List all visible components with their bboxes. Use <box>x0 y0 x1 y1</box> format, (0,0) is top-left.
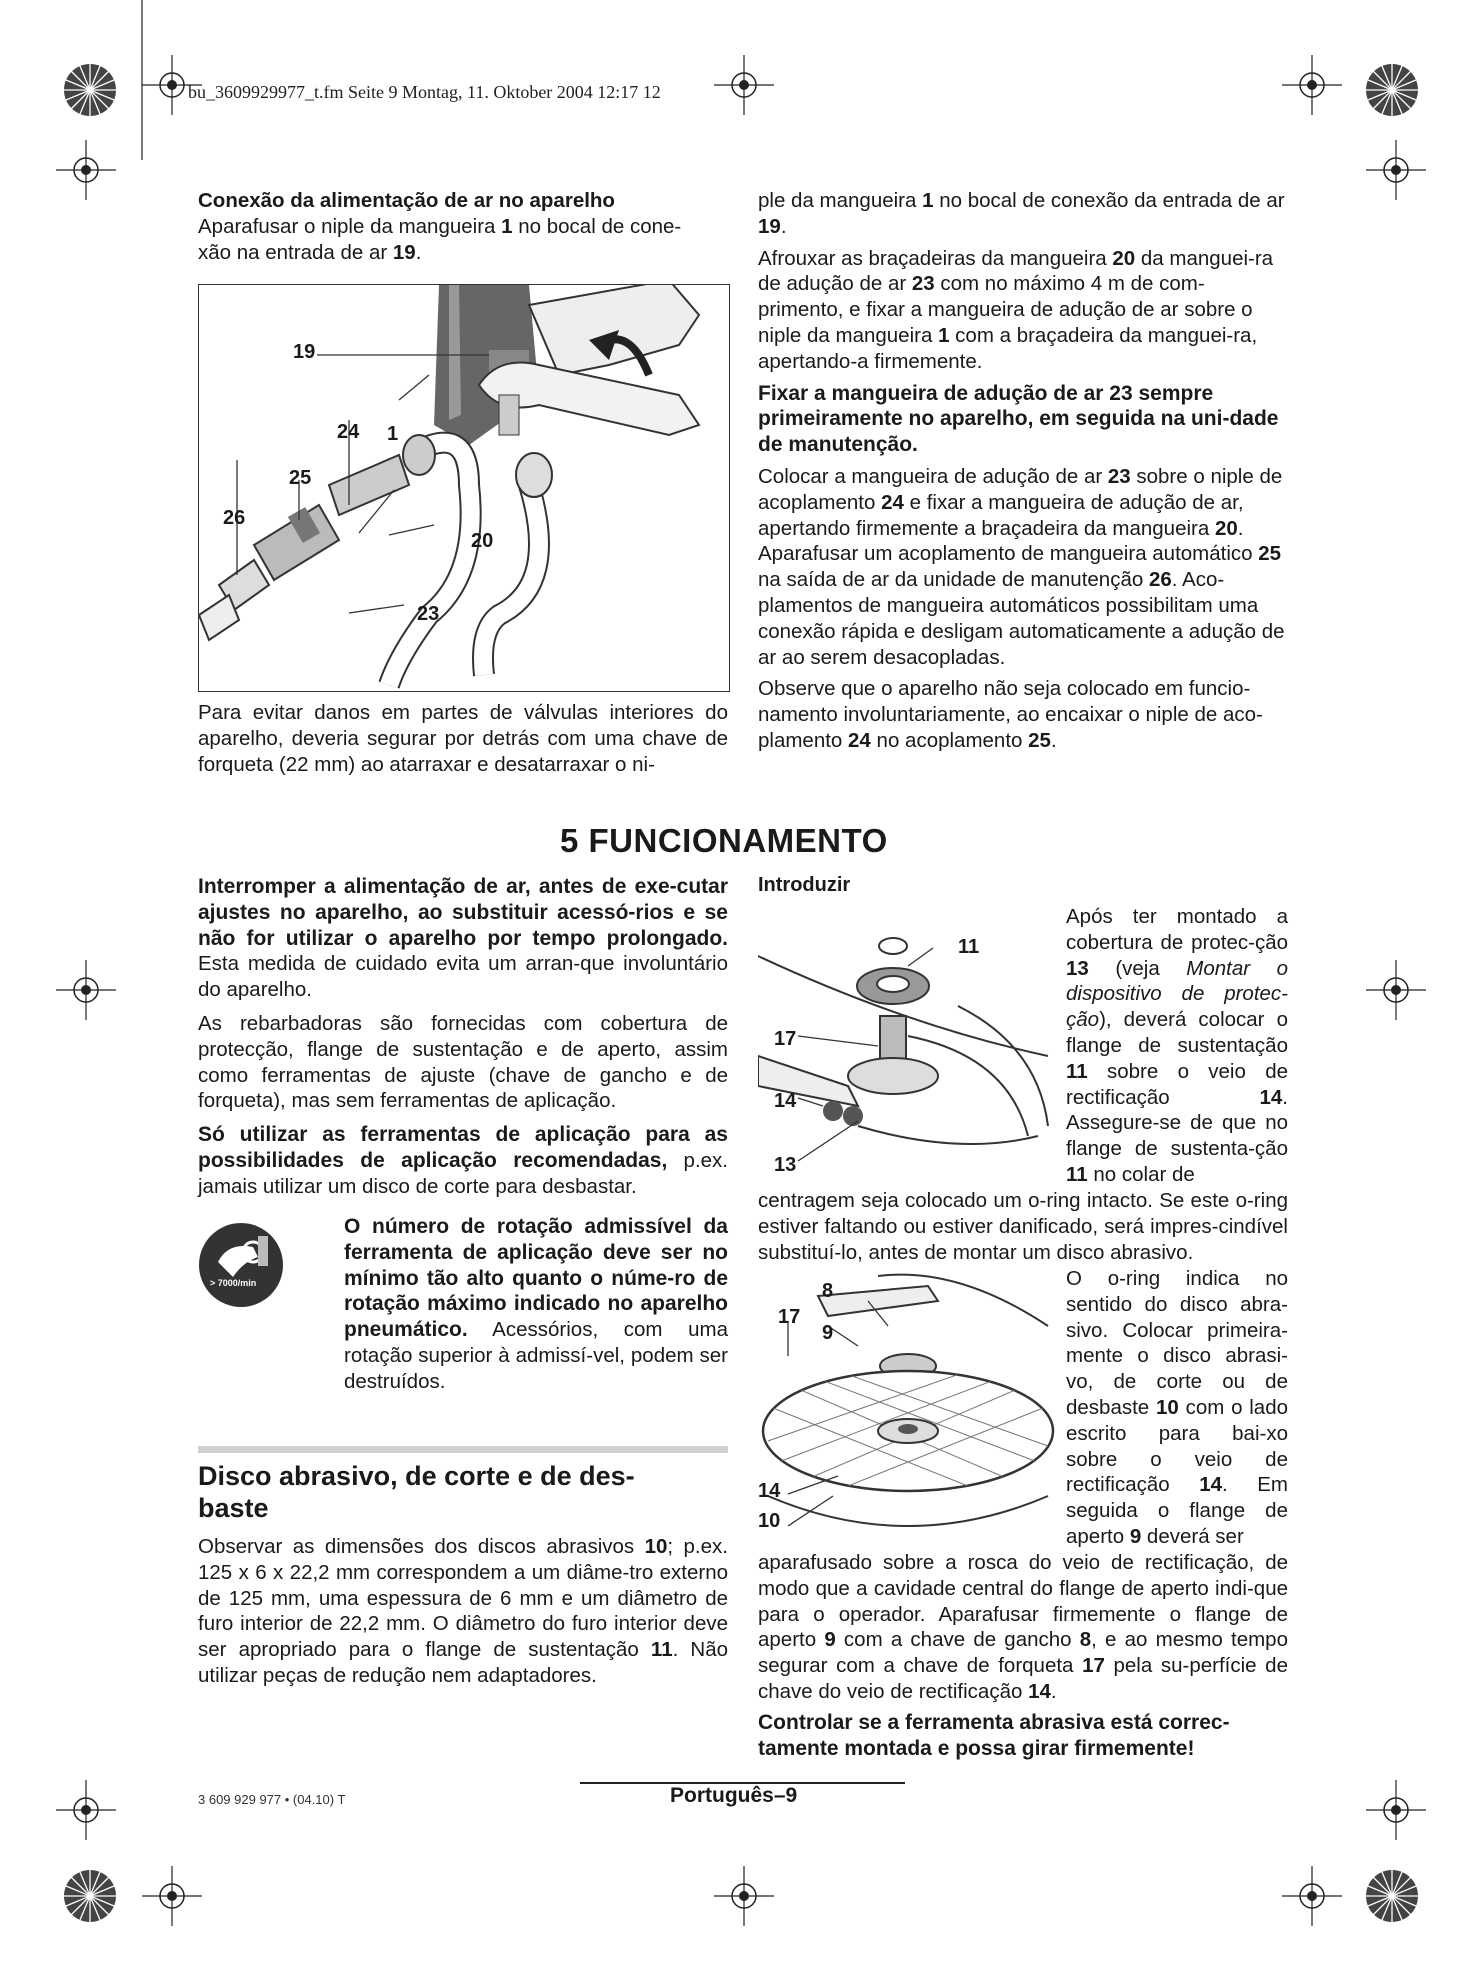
crosshair-mark-bottom-center <box>714 1866 774 1926</box>
crosshair-mark-top-right <box>1282 55 1342 115</box>
crosshair-mark-right-upper <box>1366 140 1426 200</box>
crosshair-mark-right-lower <box>1366 1780 1426 1840</box>
paragraph-check-tool: Controlar se a ferramenta abrasiva está correc-tamente montada e possa girar firmemente! <box>758 1711 1230 1760</box>
label-17: 17 <box>774 1028 797 1050</box>
footer-doc-number: 3 609 929 977 • (04.10) T <box>198 1792 346 1807</box>
paragraph-screw-nipple: Aparafusar o niple da mangueira 1 no bocal de cone- xão na entrada de ar 19. <box>198 214 682 264</box>
rpm-warning-icon <box>198 1222 284 1308</box>
label-26: 26 <box>223 507 246 529</box>
label-25: 25 <box>289 467 312 489</box>
paragraph-disc-dimensions: Observar as dimensões dos discos abrasivos 10; p.ex. 125 x 6 x 22,2 mm correspondem a um diâme-tro externo de 125 mm, uma espessura de 6 mm e um diâmetro de furo interior de 22,2 mm. O diâmetro do furo interior deve ser apropriado para o flange de sustentação 11. Não utilizar peças de redução nem adaptadores. <box>198 1535 729 1687</box>
paragraph-use-recommended: Só utilizar as ferramentas de aplicação para as possibilidades de aplicação recomendadas, p.ex. jamais utilizar um disco de corte para desbastar. <box>198 1123 728 1198</box>
label-17-disc: 17 <box>778 1306 801 1328</box>
label-19: 19 <box>293 341 316 363</box>
crosshair-mark-right-middle <box>1366 960 1426 1020</box>
crosshair-mark-left-upper <box>56 140 116 200</box>
right-top-column <box>758 188 1288 760</box>
disc-mounting-illustration <box>758 1266 1058 1550</box>
label-24: 24 <box>337 421 360 443</box>
rpm-icon-label: > 7000/min <box>210 1278 257 1288</box>
label-1: 1 <box>387 423 399 445</box>
left-bottom-column <box>198 874 728 1206</box>
paragraph-after-mounting: Após ter montado a cobertura de protec-ção 13 (veja Montar o dispositivo de protec-ção), deverá colocar o flange de sustentação 11 sobre o veio de rectificação 14. Assegure-se de que no flange de sustenta-ção 11 no colar de <box>1066 905 1288 1186</box>
crosshair-mark-bottom-left <box>142 1866 202 1926</box>
paragraph-oring-direction: O o-ring indica no sentido do disco abra-sivo. Colocar primeira-mente o disco abrasi-vo, de corte ou de desbaste 10 com o lado escrito para bai-xo sobre o veio de rectificação 14. Em seguida o flange de aperto 9 deverá ser <box>1066 1267 1288 1548</box>
paragraph-observe-startup: Observe que o aparelho não seja colocado em funcio-namento involuntariamente, ao encaixar o niple de aco-plamento 24 no acoplamento 25. <box>758 677 1263 752</box>
section-title: 5 FUNCIONAMENTO <box>560 822 888 859</box>
paragraph-supplied-items: As rebarbadoras são fornecidas com cobertura de protecção, flange de sustentação e de aperto, assim como ferramentas de ajuste (chave de gancho e de forqueta), mas sem ferramentas de aplicação. <box>198 1011 728 1113</box>
paragraph-oring-intact: centragem seja colocado um o-ring intacto. Se este o-ring estiver faltando ou estiver danificado, será impres-cindível substituí-lo, antes de montar um disco abrasivo. <box>758 1189 1288 1264</box>
left-top-column <box>198 188 728 265</box>
label-11: 11 <box>958 936 980 958</box>
crosshair-mark-left-middle <box>56 960 116 1020</box>
paragraph-fix-hose-warning: Fixar a mangueira de adução de ar 23 sempre primeiramente no aparelho, em seguida na uni-dade de manutenção. <box>758 381 1279 457</box>
hose-connection-illustration <box>199 285 729 691</box>
crosshair-mark-left-lower <box>56 1780 116 1840</box>
label-14-disc: 14 <box>758 1480 781 1502</box>
paragraph-automatic-coupling: Aparafusar um acoplamento de mangueira automático 25 na saída de ar da unidade de manutenção 26. Aco-plamentos de mangueira automáticos possibilitam uma conexão rápida e desligam automaticamente a adução de ar ao serem desacopladas. <box>758 542 1285 669</box>
label-23: 23 <box>417 603 440 625</box>
paragraph-place-hose: Colocar a mangueira de adução de ar 23 sobre o niple de acoplamento 24 e fixar a mangueira de adução de ar, apertando firmemente a braçadeira da mangueira 20. <box>758 464 1283 540</box>
registration-mark-top-right <box>1362 60 1422 120</box>
paragraph-interrupt-air: Interromper a alimentação de ar, antes de exe-cutar ajustes no aparelho, ao substituir acessó-rios e se não for utilizar o aparelho por tempo prolongado. Esta medida de cuidado evita um arran-que involuntário do aparelho. <box>198 875 728 1002</box>
label-9: 9 <box>822 1322 834 1344</box>
footer-page-number: Português–9 <box>670 1784 798 1807</box>
heading-air-connection: Conexão da alimentação de ar no aparelho <box>198 189 615 212</box>
crosshair-mark-bottom-right <box>1282 1866 1342 1926</box>
figure-flange-mounting <box>758 906 1058 1174</box>
label-14: 14 <box>774 1090 797 1112</box>
subsection-title-introduce: Introduzir <box>758 874 851 896</box>
subsection-rule <box>198 1446 728 1453</box>
label-13: 13 <box>774 1154 797 1176</box>
label-8: 8 <box>822 1280 834 1302</box>
paragraph-nipple-continued: ple da mangueira 1 no bocal de conexão da entrada de ar 19. <box>758 189 1285 238</box>
crosshair-mark-top-center <box>714 55 774 115</box>
label-20: 20 <box>471 530 494 552</box>
paragraph-screw-clamping-flange: aparafusado sobre a rosca do veio de rectificação, de modo que a cavidade central do flange de aperto indi-que para o operador. Aparafusar firmemente o flange de aperto 9 com a chave de gancho 8, e ao mesmo tempo segurar com a chave de forqueta 17 pela su-perfície de chave do veio de rectificação 14. <box>758 1551 1288 1703</box>
registration-mark-bottom-left <box>60 1866 120 1926</box>
subsection-title-discs: Disco abrasivo, de corte e de des- baste <box>198 1461 635 1523</box>
paragraph-valve-damage: Para evitar danos em partes de válvulas interiores do aparelho, deveria segurar por detrás com uma chave de forqueta (22 mm) ao atarraxar e desatarraxar o ni- <box>198 701 728 776</box>
paragraph-loosen-clamps: Afrouxar as braçadeiras da mangueira 20 da manguei-ra de adução de ar 23 com no máximo 4 m de com-primento, e fixar a mangueira de adução de ar sobre o niple da mangueira 1 com a braçadeira da manguei-ra, apertando-a firmemente. <box>758 246 1274 373</box>
print-file-header: bu_3609929977_t.fm Seite 9 Montag, 11. Oktober 2004 12:17 12 <box>188 82 661 102</box>
figure-hose-connection <box>198 284 730 692</box>
label-10: 10 <box>758 1510 781 1532</box>
paragraph-rotation-speed: O número de rotação admissível da ferramenta de aplicação deve ser no mínimo tão alto quanto o núme-ro de rotação máximo indicado no aparelho pneumático. Acessórios, com uma rotação superior à admissí-vel, podem ser destruídos. <box>344 1215 728 1393</box>
figure-disc-mounting <box>758 1266 1058 1550</box>
registration-mark-top-left <box>60 60 120 120</box>
registration-mark-bottom-right <box>1362 1866 1422 1926</box>
flange-mounting-illustration <box>758 906 1058 1174</box>
